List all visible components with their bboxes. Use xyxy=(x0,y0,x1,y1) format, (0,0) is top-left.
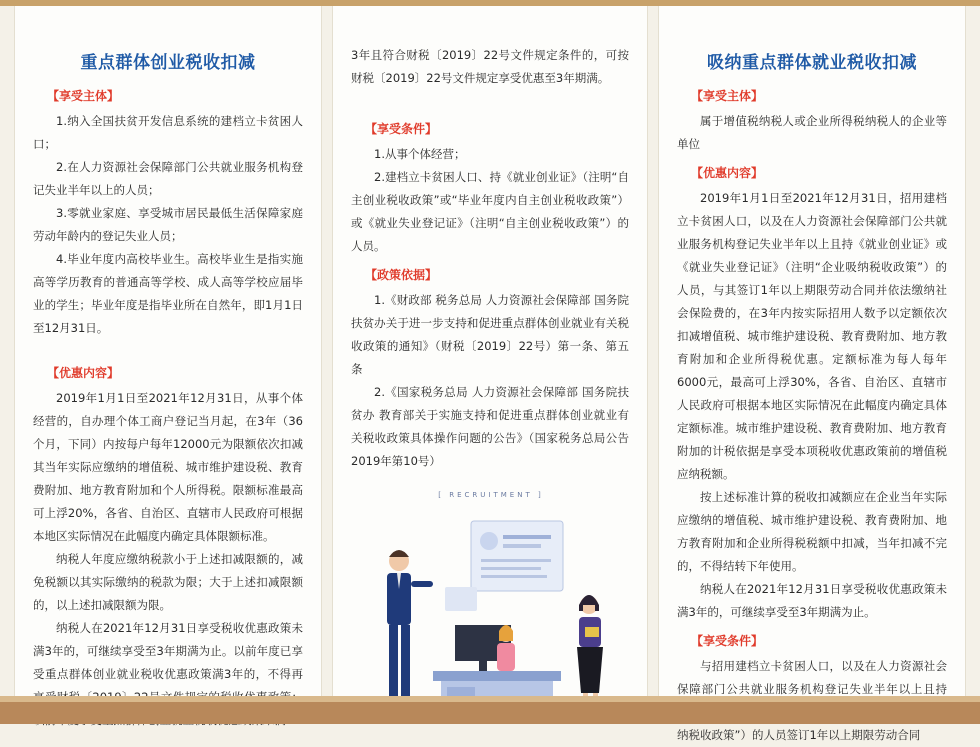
condition-item: 2.建档立卡贫困人口、持《就业创业证》（注明“自主创业税收政策”或“毕业年度内自主创业税收政策”）或《就业失业登记证》（注明“自主创业税收政策”）的人员。 xyxy=(351,170,629,253)
section-heading-condition: 【享受条件】 xyxy=(365,122,438,136)
section-heading-basis: 【政策依据】 xyxy=(365,268,438,282)
section-heading-subject: 【享受主体】 xyxy=(47,89,120,103)
intro-paragraph: 3年且符合财税〔2019〕22号文件规定条件的，可按财税〔2019〕22号文件规定享受优惠至3年期满。 xyxy=(351,48,629,85)
condition-item: 1.从事个体经营； xyxy=(374,147,466,161)
recruitment-office-illustration xyxy=(351,491,631,731)
section-heading-subject: 【享受主体】 xyxy=(691,89,764,103)
benefit-paragraph: 纳税人在2021年12月31日享受税收优惠政策未满3年的，可继续享受至3年期满为止。 xyxy=(677,582,947,619)
basis-item: 1.《财政部 税务总局 人力资源社会保障部 国务院扶贫办关于进一步支持和促进重点群体创业就业有关税收政策的通知》（财税〔2019〕22号）第一条、第五条 xyxy=(351,293,629,376)
section-heading-condition: 【享受条件】 xyxy=(691,634,764,648)
basis-item: 2.《国家税务总局 人力资源社会保障部 国务院扶贫办 教育部关于实施支持和促进重点群体创业就业有关税收政策具体操作问题的公告》（国家税务总局公告2019年第10号） xyxy=(351,385,629,468)
subject-item: 4.毕业年度内高校毕业生。高校毕业生是指实施高等学历教育的普通高等学校、成人高等学校应届毕业的学生；毕业年度是指毕业所在自然年，即1月1日至12月31日。 xyxy=(33,252,303,335)
benefit-paragraph: 纳税人年度应缴纳税款小于上述扣减限额的，减免税额以其实际缴纳的税款为限；大于上述扣减限额的，以上述扣减限额为限。 xyxy=(33,552,303,612)
panel-employment-absorption xyxy=(658,6,966,742)
panel-entrepreneurship xyxy=(14,6,322,696)
panel-title: 重点群体创业税收扣减 xyxy=(80,53,256,73)
section-heading-benefit: 【优惠内容】 xyxy=(47,366,120,380)
condition-paragraph: 与招用建档立卡贫困人口，以及在人力资源社会保障部门公共就业服务机构登记失业半年以上且持 纳税收政策”）的人员签订1年以上期限劳动合同 xyxy=(677,659,947,742)
subject-item: 2.在人力资源社会保障部门公共就业服务机构登记失业半年以上的人员； xyxy=(33,160,303,197)
subject-item: 1.纳入全国扶贫开发信息系统的建档立卡贫困人口； xyxy=(33,114,303,151)
subject-item: 3.零就业家庭、享受城市居民最低生活保障家庭劳动年龄内的登记失业人员； xyxy=(33,206,303,243)
section-heading-benefit: 【优惠内容】 xyxy=(691,166,764,180)
bottom-border xyxy=(0,696,980,724)
panel-continuation xyxy=(332,6,648,696)
benefit-paragraph: 2019年1月1日至2021年12月31日，招用建档立卡贫困人口，以及在人力资源社会保障部门公共就业服务机构登记失业半年以上且持《就业创业证》或《就业失业登记证》（注明“企业吸纳税收政策”）的人员，与其签订1年以上期限劳动合同并依法缴纳社会保险费的，在3年内按实际招用人数予以定额依次扣减增值税、城市维护建设税、教育费附加、地方教育附加和企业所得税优惠。定额标准为每人每年6000元，最高可上浮30%，各省、自治区、直辖市人民政府可根据本地区实际情况在此幅度内确定具体定额标准。城市维护建设税、教育费附加、地方教育附加的计税依据是享受本项税收优惠政策前的增值税应纳税额。 xyxy=(677,191,947,481)
illustration-caption: [ RECRUITMENT ] xyxy=(438,491,544,499)
benefit-paragraph: 按上述标准计算的税收扣减额应在企业当年实际应缴纳的增值税、城市维护建设税、教育费附加、地方教育附加和企业所得税税额中扣减，当年扣减不完的，不得结转下年使用。 xyxy=(677,490,947,573)
benefit-paragraph: 2019年1月1日至2021年12月31日，从事个体经营的，自办理个体工商户登记当月起，在3年（36个月，下同）内按每户每年12000元为限额依次扣减其当年实际应缴纳的增值税、城市维护建设税、教育费附加、地方教育附加和个人所得税。限额标准最高可上浮20%，各省、自治区、直辖市人民政府可根据本地区实际情况在此幅度内确定具体限额标准。 xyxy=(33,391,303,543)
benefit-paragraph: 纳税人在2021年12月31日享受税收优惠政策未满3年的，可继续享受至3年期满为止。以前年度已享受重点群体创业就业税收优惠政策满3年的，不得再 xyxy=(33,621,303,681)
panel-title: 吸纳重点群体就业税收扣减 xyxy=(707,53,917,73)
subject-paragraph: 属于增值税纳税人或企业所得税纳税人的企业等单位 xyxy=(677,114,947,151)
